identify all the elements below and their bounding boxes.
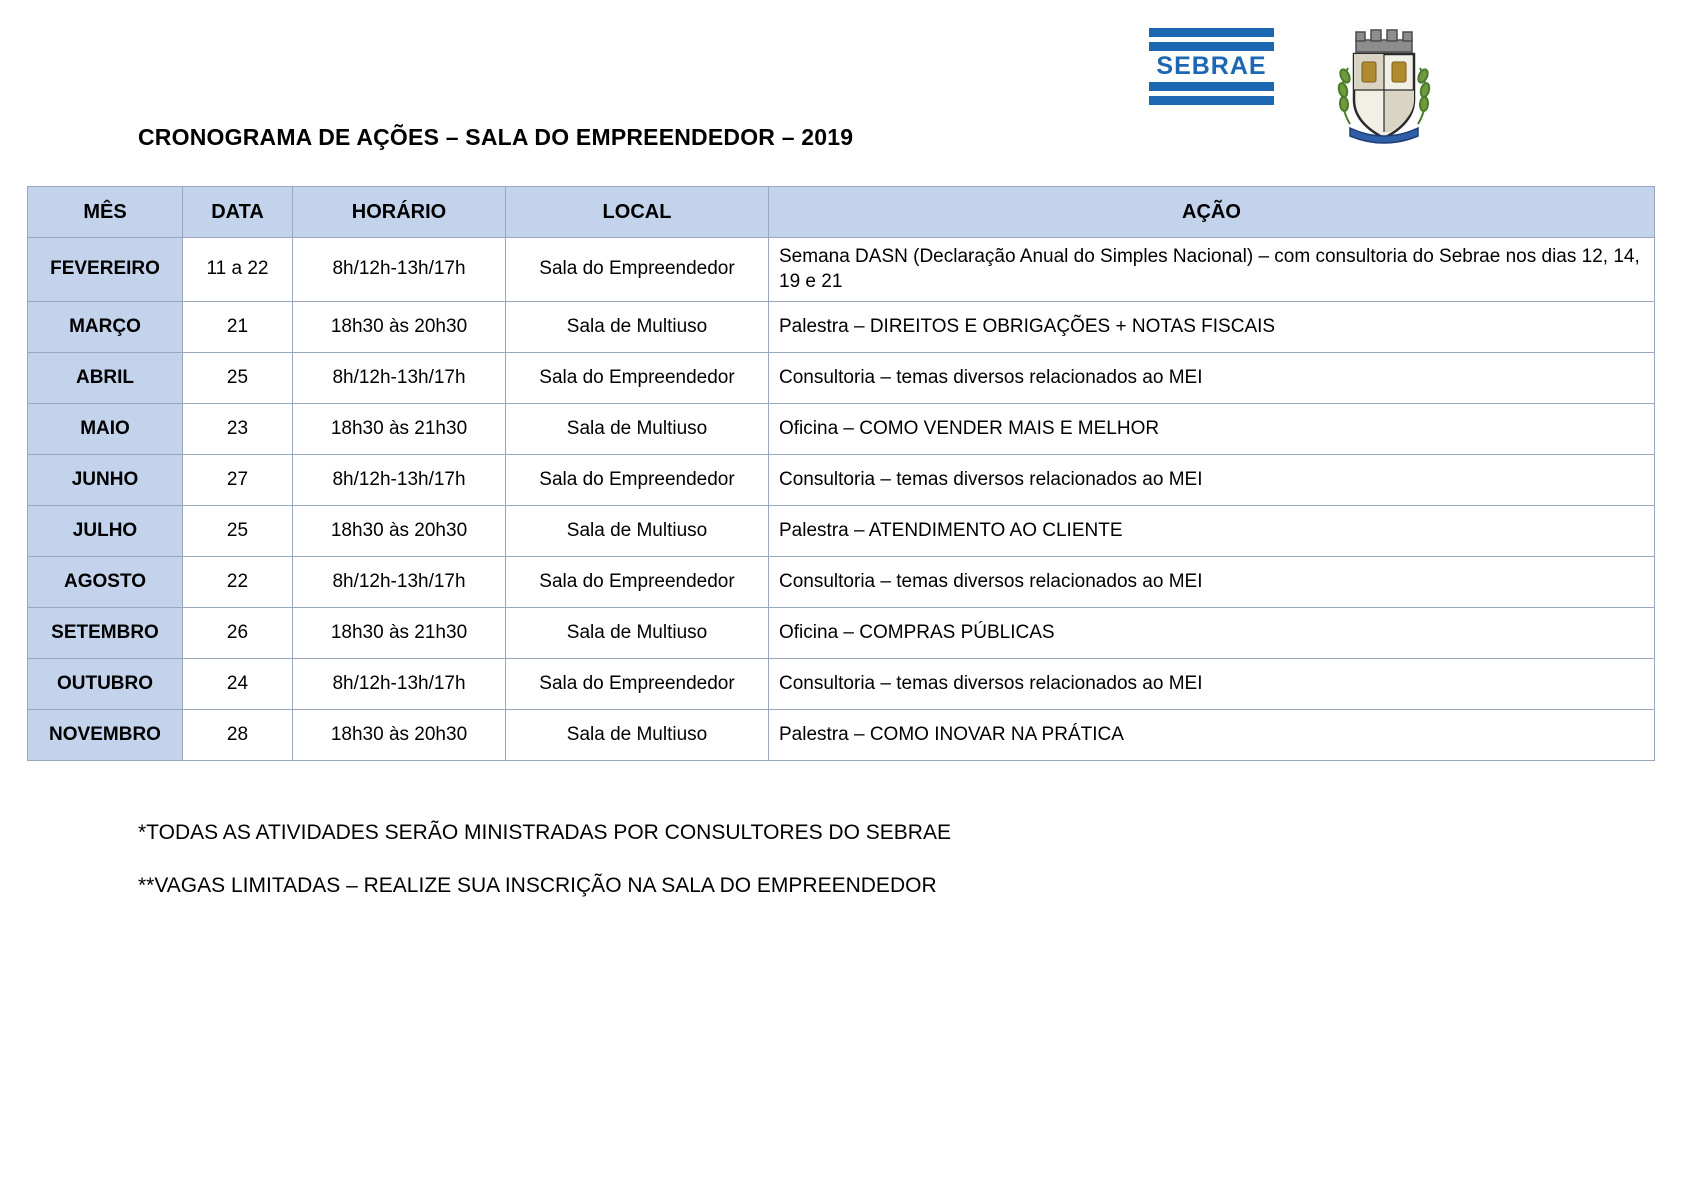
column-header-acao: AÇÃO	[769, 187, 1655, 238]
cell-data: 22	[183, 556, 293, 607]
table-row	[28, 709, 1655, 760]
cell-horario: 8h/12h-13h/17h	[293, 238, 506, 302]
cell-horario: 18h30 às 20h30	[293, 709, 506, 760]
cell-mes: AGOSTO	[28, 556, 183, 607]
column-header-mes: MÊS	[28, 187, 183, 238]
cell-acao: Consultoria – temas diversos relacionados ao MEI	[769, 556, 1655, 607]
cell-mes: JUNHO	[28, 454, 183, 505]
sebrae-bar-icon	[1149, 42, 1274, 51]
cell-horario: 18h30 às 20h30	[293, 301, 506, 352]
cell-horario: 8h/12h-13h/17h	[293, 454, 506, 505]
sebrae-bar-icon	[1149, 96, 1274, 105]
cell-data: 25	[183, 352, 293, 403]
cell-mes: SETEMBRO	[28, 607, 183, 658]
sebrae-logo-text: SEBRAE	[1156, 52, 1267, 80]
cell-local: Sala do Empreendedor	[506, 556, 769, 607]
cell-data: 11 a 22	[183, 238, 293, 302]
footnote-consultores: *TODAS AS ATIVIDADES SERÃO MINISTRADAS POR CONSULTORES DO SEBRAE	[138, 821, 951, 844]
cell-acao: Semana DASN (Declaração Anual do Simples Nacional) – com consultoria do Sebrae nos dias 12, 14, 19 e 21	[769, 238, 1655, 302]
cell-acao: Palestra – COMO INOVAR NA PRÁTICA	[769, 709, 1655, 760]
table-row	[28, 403, 1655, 454]
table-row	[28, 238, 1655, 302]
cell-mes: OUTUBRO	[28, 658, 183, 709]
table-row	[28, 352, 1655, 403]
table-row	[28, 556, 1655, 607]
table-row	[28, 607, 1655, 658]
footnotes	[138, 822, 951, 928]
cell-acao: Palestra – DIREITOS E OBRIGAÇÕES + NOTAS FISCAIS	[769, 301, 1655, 352]
cell-horario: 18h30 às 21h30	[293, 607, 506, 658]
cell-data: 23	[183, 403, 293, 454]
cell-horario: 8h/12h-13h/17h	[293, 556, 506, 607]
footnote-vagas: **VAGAS LIMITADAS – REALIZE SUA INSCRIÇÃO NA SALA DO EMPREENDEDOR	[138, 874, 937, 897]
cell-mes: NOVEMBRO	[28, 709, 183, 760]
cell-horario: 8h/12h-13h/17h	[293, 658, 506, 709]
cell-mes: ABRIL	[28, 352, 183, 403]
cell-local: Sala de Multiuso	[506, 505, 769, 556]
cell-acao: Oficina – COMO VENDER MAIS E MELHOR	[769, 403, 1655, 454]
cell-acao: Consultoria – temas diversos relacionados ao MEI	[769, 658, 1655, 709]
table-row	[28, 505, 1655, 556]
cell-mes: MARÇO	[28, 301, 183, 352]
cell-data: 24	[183, 658, 293, 709]
column-header-local: LOCAL	[506, 187, 769, 238]
table-row	[28, 301, 1655, 352]
cell-horario: 18h30 às 20h30	[293, 505, 506, 556]
cell-data: 28	[183, 709, 293, 760]
cell-local: Sala do Empreendedor	[506, 238, 769, 302]
column-header-data: DATA	[183, 187, 293, 238]
logo-group	[1149, 28, 1434, 146]
cell-local: Sala de Multiuso	[506, 607, 769, 658]
cell-data: 25	[183, 505, 293, 556]
cell-local: Sala do Empreendedor	[506, 352, 769, 403]
cell-local: Sala de Multiuso	[506, 403, 769, 454]
cell-data: 27	[183, 454, 293, 505]
cell-horario: 8h/12h-13h/17h	[293, 352, 506, 403]
municipal-coat-of-arms-icon	[1334, 28, 1434, 146]
sebrae-logo	[1149, 28, 1274, 106]
cell-mes: FEVEREIRO	[28, 238, 183, 302]
cell-local: Sala do Empreendedor	[506, 454, 769, 505]
table-row	[28, 658, 1655, 709]
cell-acao: Consultoria – temas diversos relacionados ao MEI	[769, 352, 1655, 403]
page-title: CRONOGRAMA DE AÇÕES – SALA DO EMPREENDEDOR – 2019	[138, 124, 854, 150]
table-header-row	[28, 187, 1655, 238]
column-header-horario: HORÁRIO	[293, 187, 506, 238]
cell-mes: MAIO	[28, 403, 183, 454]
cell-data: 26	[183, 607, 293, 658]
cell-local: Sala de Multiuso	[506, 709, 769, 760]
cell-acao: Oficina – COMPRAS PÚBLICAS	[769, 607, 1655, 658]
schedule-table	[27, 186, 1655, 761]
cell-mes: JULHO	[28, 505, 183, 556]
cell-local: Sala do Empreendedor	[506, 658, 769, 709]
cell-acao: Consultoria – temas diversos relacionados ao MEI	[769, 454, 1655, 505]
table-row	[28, 454, 1655, 505]
sebrae-bar-icon	[1149, 28, 1274, 37]
cell-horario: 18h30 às 21h30	[293, 403, 506, 454]
cell-acao: Palestra – ATENDIMENTO AO CLIENTE	[769, 505, 1655, 556]
cell-local: Sala de Multiuso	[506, 301, 769, 352]
sebrae-bar-icon	[1149, 82, 1274, 91]
cell-data: 21	[183, 301, 293, 352]
